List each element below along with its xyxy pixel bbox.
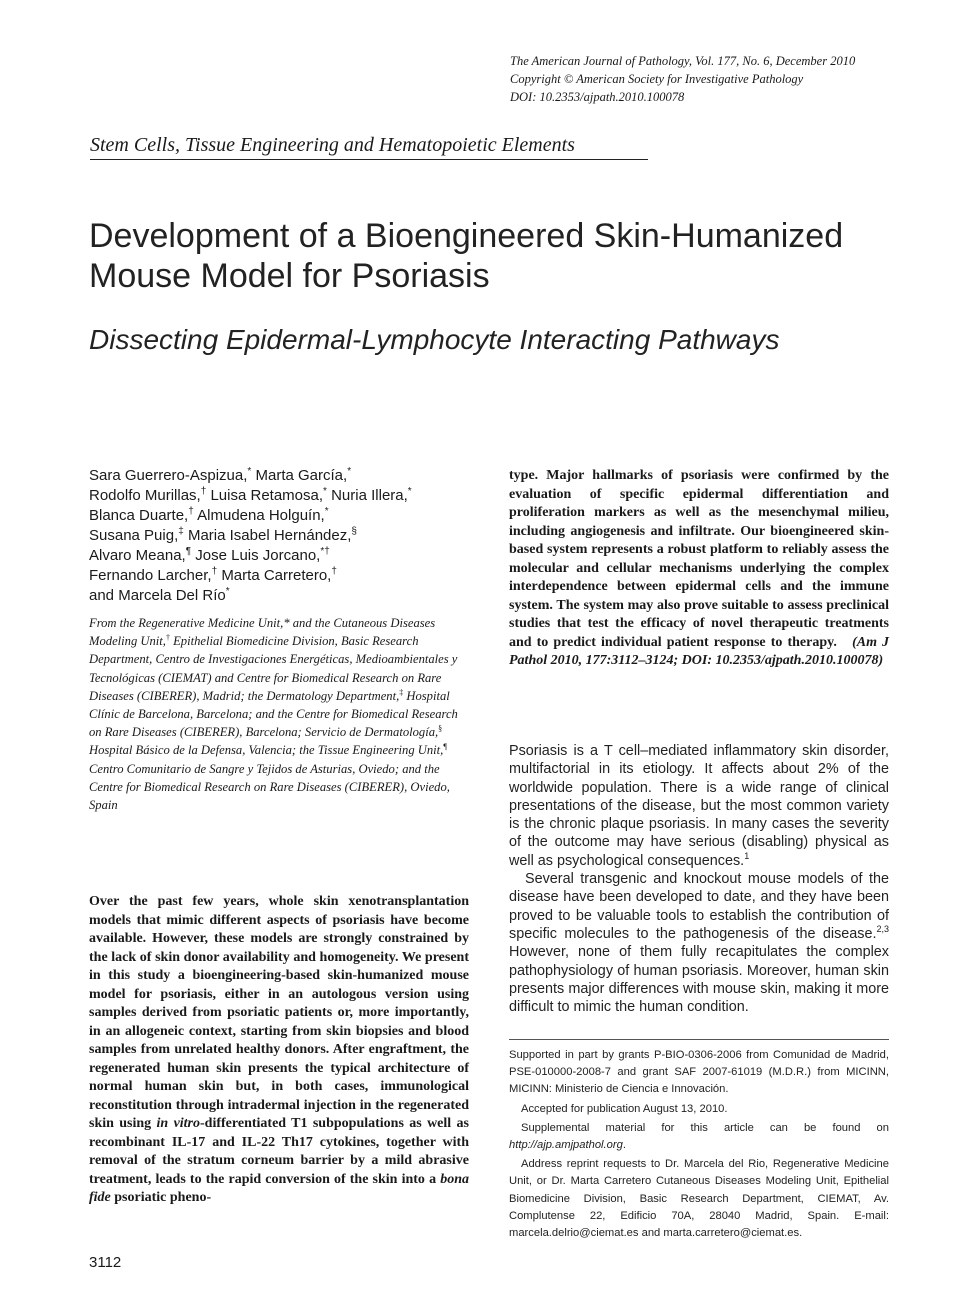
paragraph: Psoriasis is a T cell–mediated inflammatory skin disorder, multifactorial in its etiology. It affects about 2% of the worldwide population. There is a wide range of clinical presentations of the disease, but the most common variety is the chronic plaque psoriasis. In many cases the severity of the outcome may have serious (disabling) physical as well as psychological consequences.$^1$ — [509, 743, 889, 869]
author: and Marcela Del Río* — [89, 586, 230, 604]
abstract-right-column: type. Major hallmarks of psoriasis were confirmed by the evaluation of specific epidermal differentiation and proliferation markers as well as the mesenchymal milieu, including angiogenesis and infiltrate. Our bioengineered skin-based system represents a robust platform to reliably assess the molecular and cellular mechanisms underlying the complex interdependence between epidermal cells and the immune system. The system may also prove suitable to assess preclinical studies that test the efficacy of novel therapeutic treatments and to predict individual patient response to therapy. (Am J Pathol 2010, 177:3112–3124; DOI: 10.2353/ajpath.2010.100078) — [509, 468, 890, 668]
author: Nuria Illera,* — [331, 486, 412, 504]
funding-note: Supported in part by grants P-BIO-0306-2006 from Comunidad de Madrid, PSE-010000-2008-7 and grant SAF 2007-61019 (M.D.R.) from MICINN, MICINN: Ministerio de Ciencia e Innovación. — [509, 1049, 889, 1096]
author: Blanca Duarte,† — [89, 506, 194, 524]
affiliations: From the Regenerative Medicine Unit,* and the Cutaneous Diseases Modeling Unit,† Epithelial Biomedicine Division, Basic Research Department, Centro de Investigaciones Energéticas, Medioambientales y Tecnológicas (CIEMAT) and Centre for Biomedical Research on Rare Diseases (CIBERER), Madrid; the Dermatology Department,‡ Hospital Clínic de Barcelona, Barcelona; and the Centre for Biomedical Research on Rare Diseases (CIBERER), Barcelona; Servicio de Dermatología,§ Hospital Básico de la Defensa, Valencia; the Tissue Engineering Unit,¶ Centro Comunitario de Sangre y Tejidos de Asturias, Oviedo; and the Centre for Biomedical Research on Rare Diseases (CIBERER), Oviedo, Spain — [89, 616, 458, 813]
abstract-left-column: Over the past few years, whole skin xenotransplantation models that mimic different aspects of psoriasis have become available. However, these models are strongly constrained by the lack of skin donor availability and homogeneity. We present in this study a bioengineering-based skin-humanized mouse model for psoriasis, either in an autologous version using samples derived from psoriatic patients or, more importantly, in an allogeneic context, starting from skin biopsies and blood samples from unrelated healthy donors. After engraftment, the regenerated human skin presents the typical architecture of normal human skin but, in both cases, immunological reconstitution through intradermal injection in the regenerated skin using in vitro-differentiated T1 subpopulations as well as recombinant IL-17 and IL-22 Th17 cytokines, together with removal of the stratum corneum barrier by a mild abrasive treatment, leads to the rapid conversion of the skin into a bona fide psoriatic pheno- — [89, 894, 469, 1205]
footnotes — [509, 1047, 889, 1244]
journal-copyright: Copyright © American Society for Investigative Pathology — [510, 72, 804, 86]
author: Almudena Holguín,* — [197, 506, 329, 524]
introduction-text — [509, 742, 889, 1016]
author: Marta Carretero,† — [221, 566, 337, 584]
journal-citation — [510, 52, 855, 106]
author: Rodolfo Murillas,† — [89, 486, 207, 504]
reprint-address-note: Address reprint requests to Dr. Marcela del Rio, Regenerative Medicine Unit, or Dr. Marta Carretero Cutaneous Diseases Modeling Unit, Epithelial Biomedicine Division, Basic Research Department, CIEMAT, Av. Complutense 22, Edificio 70A, 28040 Madrid, Spain. E-mail: marcela.delrio@ciemat.es and marta.carretero@ciemat.es. — [509, 1158, 889, 1240]
article-title: Development of a Bioengineered Skin-Humanized Mouse Model for Psoriasis — [89, 217, 844, 295]
author: Susana Puig,‡ — [89, 526, 184, 544]
journal-name: The American Journal of Pathology, Vol. 177, No. 6, December 2010 — [510, 54, 856, 68]
author: Alvaro Meana,¶ — [89, 546, 192, 564]
page-number: 3112 — [89, 1254, 122, 1271]
author: Luisa Retamosa,* — [210, 486, 327, 504]
journal-doi: DOI: 10.2353/ajpath.2010.100078 — [510, 90, 685, 104]
author: Sara Guerrero-Aspizua,* — [89, 466, 252, 484]
abstract-citation: (Am J Pathol 2010, 177:3112–3124; DOI: 10.2353/ajpath.2010.100078) — [509, 634, 890, 668]
author: Fernando Larcher,† — [89, 566, 218, 584]
author: Jose Luis Jorcano,*† — [195, 546, 330, 564]
author: Marta García,* — [255, 466, 352, 484]
accepted-note: Accepted for publication August 13, 2010. — [521, 1102, 728, 1115]
supplemental-note: Supplemental material for this article can be found on http://ajp.amjpathol.org. — [509, 1121, 889, 1152]
paragraph: Several transgenic and knockout mouse models of the disease have been developed to date, and they have been proved to be valuable tools to establish the contribution of specific molecules to the pathogenesis of the disease.$^{2,3}$ However, none of them fully recapitulates the complex pathophysiology of human psoriasis. Moreover, human skin presents major differences with mouse skin, making it more difficult to mimic the human condition. — [509, 871, 889, 1016]
section-heading: Stem Cells, Tissue Engineering and Hematopoietic Elements — [90, 132, 648, 160]
supplemental-link[interactable]: http://ajp.amjpathol.org — [509, 1139, 623, 1152]
footnote-divider — [509, 1039, 889, 1040]
author: Maria Isabel Hernández,§ — [187, 526, 357, 544]
author-list — [89, 466, 489, 606]
article-subtitle: Dissecting Epidermal-Lymphocyte Interacting Pathways — [89, 324, 780, 355]
